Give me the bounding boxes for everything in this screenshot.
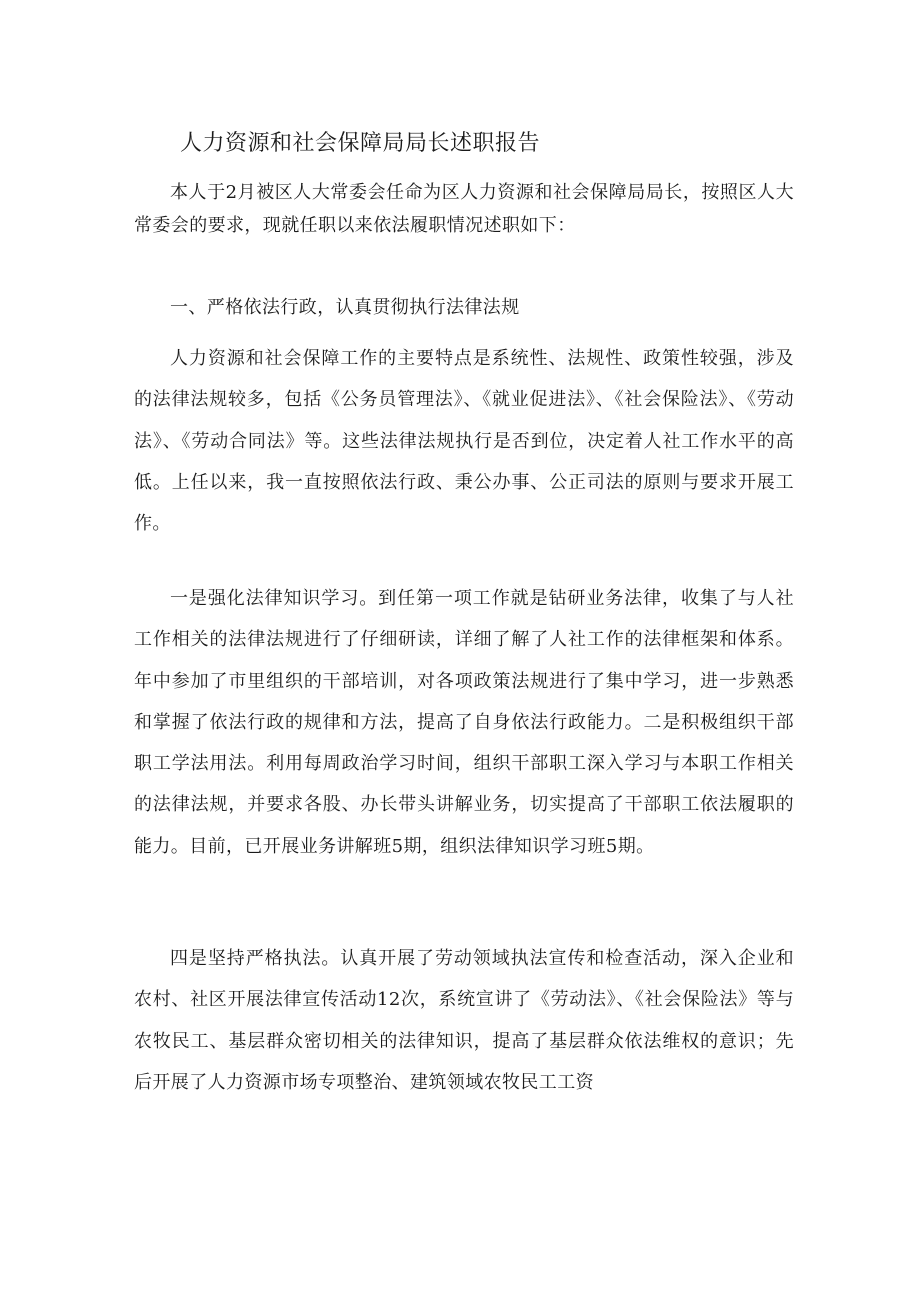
body-paragraph: 四是坚持严格执法。认真开展了劳动领域执法宣传和检查活动，深入企业和农村、社区开展法律宣传活动12次，系统宣讲了《劳动法》、《社会保险法》等与农牧民工、基层群众密切相关的法律知识，提高了基层群众依法维权的意识；先后开展了人力资源市场专项整治、建筑领域农牧民工工资 — [134, 948, 794, 1093]
body-paragraph: 一是强化法律知识学习。到任第一项工作就是钻研业务法律，收集了与人社工作相关的法律法规进行了仔细研读，详细了解了人社工作的法律框架和体系。年中参加了市里组织的干部培训，对各项政策法规进行了集中学习，进一步熟悉和掌握了依法行政的规律和方法，提高了自身依法行政能力。二是积极组织干部职工学法用法。利用每周政治学习时间，组织干部职工深入学习与本职工作相关的法律法规，并要求各股、办长带头讲解业务，切实提高了干部职工依法履职的能力。目前，已开展业务讲解班5期，组织法律知识学习班5期。 — [134, 588, 794, 857]
intro-paragraph: 本人于2月被区人大常委会任命为区人力资源和社会保障局局长，按照区人大常委会的要求，现就任职以来依法履职情况述职如下： — [134, 182, 794, 236]
section-heading: 一、严格依法行政，认真贯彻执行法律法规 — [170, 297, 520, 318]
document-title: 人力资源和社会保障局局长述职报告 — [180, 131, 541, 156]
body-paragraph: 人力资源和社会保障工作的主要特点是系统性、法规性、政策性较强，涉及的法律法规较多，包括《公务员管理法》、《就业促进法》、《社会保险法》、《劳动法》、《劳动合同法》等。这些法律法规执行是否到位，决定着人社工作水平的高低。上任以来，我一直按照依法行政、秉公办事、公正司法的原则与要求开展工作。 — [134, 348, 794, 535]
